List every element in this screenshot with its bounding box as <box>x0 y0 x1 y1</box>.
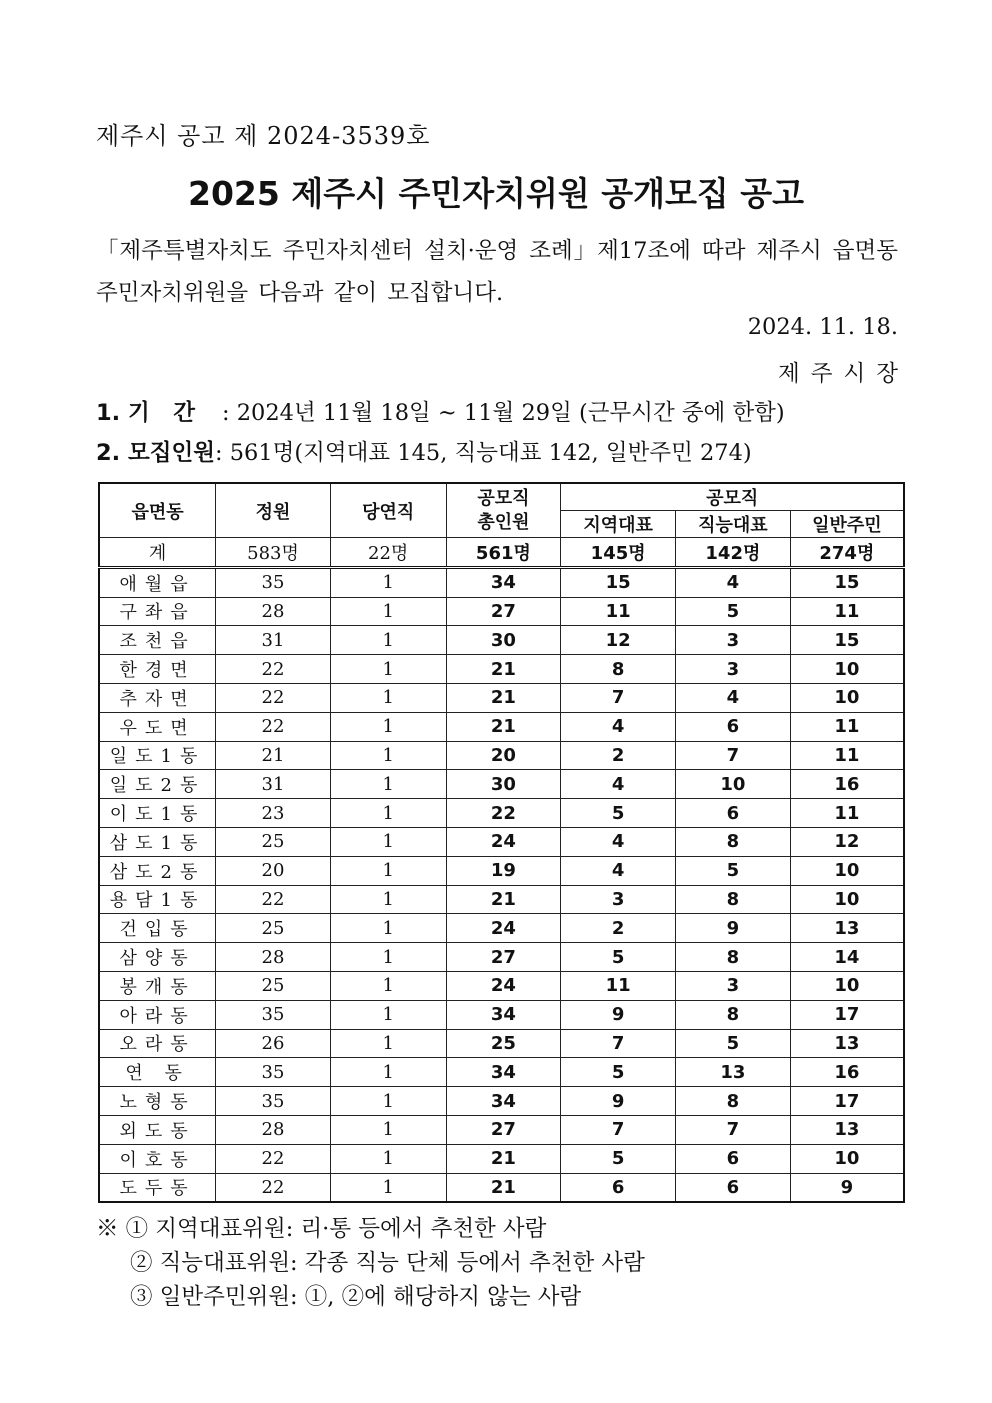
district-cell: 일도1동 <box>99 741 216 770</box>
period-item <box>96 395 785 427</box>
table-row <box>99 856 904 885</box>
district-cell: 봉개동 <box>99 971 216 1000</box>
value-cell: 10 <box>790 971 904 1000</box>
value-cell: 25 <box>446 1029 561 1058</box>
table-row <box>99 799 904 828</box>
district-cell: 아라동 <box>99 1000 216 1029</box>
value-cell: 16 <box>790 770 904 799</box>
note-regional: ※ ① 지역대표위원: 리·통 등에서 추천한 사람 <box>96 1216 547 1242</box>
value-cell: 35 <box>216 567 331 597</box>
value-cell: 35 <box>216 1087 331 1116</box>
value-cell: 24 <box>446 971 561 1000</box>
value-cell: 21 <box>446 712 561 741</box>
table-row <box>99 1058 904 1087</box>
value-cell: 1 <box>330 1087 446 1116</box>
header-public-total: 공모직 총인원 <box>446 483 561 538</box>
value-cell: 19 <box>446 856 561 885</box>
value-cell: 5 <box>561 799 676 828</box>
recruitment-table <box>98 482 905 1203</box>
value-cell: 6 <box>676 1144 791 1173</box>
value-cell: 10 <box>790 885 904 914</box>
value-cell: 6 <box>676 1173 791 1202</box>
total-cell: 561명 <box>446 538 561 568</box>
value-cell: 10 <box>790 683 904 712</box>
total-cell: 274명 <box>790 538 904 568</box>
intro-paragraph: 「제주특별자치도 주민자치센터 설치·운영 조례」제17조에 따라 제주시 읍면동 주민자치위원을 다음과 같이 모집합니다. <box>96 238 898 306</box>
value-cell: 1 <box>330 741 446 770</box>
value-cell: 5 <box>676 856 791 885</box>
value-cell: 28 <box>216 597 331 626</box>
value-cell: 28 <box>216 943 331 972</box>
table-row <box>99 683 904 712</box>
value-cell: 34 <box>446 1058 561 1087</box>
header-general: 일반주민 <box>790 511 904 538</box>
value-cell: 1 <box>330 567 446 597</box>
value-cell: 21 <box>446 1173 561 1202</box>
note-general: ③ 일반주민위원: ①, ②에 해당하지 않는 사람 <box>130 1284 582 1310</box>
recruit-count-item <box>96 435 752 467</box>
value-cell: 13 <box>790 1115 904 1144</box>
value-cell: 6 <box>561 1173 676 1202</box>
value-cell: 3 <box>676 655 791 684</box>
value-cell: 1 <box>330 1000 446 1029</box>
value-cell: 7 <box>561 683 676 712</box>
value-cell: 1 <box>330 943 446 972</box>
district-cell: 노형동 <box>99 1087 216 1116</box>
district-cell: 구좌읍 <box>99 597 216 626</box>
value-cell: 24 <box>446 914 561 943</box>
header-professional: 직능대표 <box>676 511 791 538</box>
value-cell: 34 <box>446 1087 561 1116</box>
value-cell: 27 <box>446 597 561 626</box>
value-cell: 9 <box>561 1087 676 1116</box>
table-row <box>99 885 904 914</box>
table-row <box>99 741 904 770</box>
issuer: 제주시장 <box>778 361 909 387</box>
value-cell: 22 <box>216 885 331 914</box>
value-cell: 9 <box>790 1173 904 1202</box>
district-cell: 추자면 <box>99 683 216 712</box>
table-row <box>99 1144 904 1173</box>
total-cell: 142명 <box>676 538 791 568</box>
value-cell: 15 <box>561 567 676 597</box>
total-cell: 22명 <box>330 538 446 568</box>
value-cell: 22 <box>446 799 561 828</box>
total-row <box>99 538 904 568</box>
district-cell: 애월읍 <box>99 567 216 597</box>
value-cell: 1 <box>330 1144 446 1173</box>
district-cell: 도두동 <box>99 1173 216 1202</box>
value-cell: 1 <box>330 683 446 712</box>
value-cell: 11 <box>790 712 904 741</box>
value-cell: 7 <box>561 1029 676 1058</box>
value-cell: 21 <box>446 885 561 914</box>
header-regional: 지역대표 <box>561 511 676 538</box>
value-cell: 1 <box>330 971 446 1000</box>
value-cell: 9 <box>561 1000 676 1029</box>
value-cell: 1 <box>330 1115 446 1144</box>
value-cell: 11 <box>790 741 904 770</box>
value-cell: 10 <box>790 1144 904 1173</box>
value-cell: 17 <box>790 1000 904 1029</box>
district-cell: 이도1동 <box>99 799 216 828</box>
value-cell: 25 <box>216 914 331 943</box>
notice-date: 2024. 11. 18. <box>747 314 898 340</box>
district-cell: 우도면 <box>99 712 216 741</box>
value-cell: 8 <box>676 1000 791 1029</box>
notice-number: 제주시 공고 제 2024-3539호 <box>96 122 431 150</box>
value-cell: 4 <box>561 770 676 799</box>
table-row <box>99 1000 904 1029</box>
value-cell: 4 <box>561 856 676 885</box>
value-cell: 3 <box>676 971 791 1000</box>
value-cell: 11 <box>561 597 676 626</box>
value-cell: 20 <box>216 856 331 885</box>
value-cell: 31 <box>216 770 331 799</box>
value-cell: 12 <box>790 827 904 856</box>
value-cell: 34 <box>446 567 561 597</box>
value-cell: 12 <box>561 626 676 655</box>
value-cell: 5 <box>676 597 791 626</box>
value-cell: 6 <box>676 799 791 828</box>
value-cell: 25 <box>216 971 331 1000</box>
table-row <box>99 655 904 684</box>
value-cell: 10 <box>676 770 791 799</box>
district-cell: 조천읍 <box>99 626 216 655</box>
value-cell: 13 <box>676 1058 791 1087</box>
total-cell: 583명 <box>216 538 331 568</box>
value-cell: 1 <box>330 856 446 885</box>
district-cell: 오라동 <box>99 1029 216 1058</box>
value-cell: 8 <box>561 655 676 684</box>
value-cell: 10 <box>790 856 904 885</box>
value-cell: 31 <box>216 626 331 655</box>
table-row <box>99 770 904 799</box>
value-cell: 5 <box>676 1029 791 1058</box>
period-value: : 2024년 11월 18일 ~ 11월 29일 (근무시간 중에 한함) <box>222 400 785 426</box>
recruit-count-value: : 561명(지역대표 145, 직능대표 142, 일반주민 274) <box>214 440 752 466</box>
district-cell: 삼양동 <box>99 943 216 972</box>
value-cell: 3 <box>676 626 791 655</box>
value-cell: 4 <box>676 683 791 712</box>
table-row <box>99 1087 904 1116</box>
table-row <box>99 943 904 972</box>
value-cell: 5 <box>561 1058 676 1087</box>
value-cell: 26 <box>216 1029 331 1058</box>
value-cell: 3 <box>561 885 676 914</box>
value-cell: 16 <box>790 1058 904 1087</box>
value-cell: 22 <box>216 655 331 684</box>
value-cell: 25 <box>216 827 331 856</box>
value-cell: 35 <box>216 1000 331 1029</box>
value-cell: 30 <box>446 770 561 799</box>
value-cell: 8 <box>676 885 791 914</box>
value-cell: 15 <box>790 626 904 655</box>
value-cell: 11 <box>561 971 676 1000</box>
value-cell: 8 <box>676 1087 791 1116</box>
value-cell: 8 <box>676 827 791 856</box>
header-public-group: 공모직 <box>561 483 904 511</box>
value-cell: 7 <box>676 1115 791 1144</box>
value-cell: 1 <box>330 712 446 741</box>
notes <box>96 1212 645 1314</box>
value-cell: 23 <box>216 799 331 828</box>
table-row <box>99 597 904 626</box>
value-cell: 1 <box>330 655 446 684</box>
value-cell: 8 <box>676 943 791 972</box>
header-district: 읍면동 <box>99 483 216 538</box>
value-cell: 11 <box>790 799 904 828</box>
table-body <box>99 538 904 1203</box>
value-cell: 1 <box>330 770 446 799</box>
value-cell: 13 <box>790 914 904 943</box>
value-cell: 1 <box>330 1173 446 1202</box>
value-cell: 17 <box>790 1087 904 1116</box>
note-professional: ② 직능대표위원: 각종 직능 단체 등에서 추천한 사람 <box>130 1250 645 1276</box>
value-cell: 10 <box>790 655 904 684</box>
value-cell: 21 <box>446 683 561 712</box>
table-row <box>99 971 904 1000</box>
value-cell: 21 <box>446 1144 561 1173</box>
value-cell: 27 <box>446 1115 561 1144</box>
table-row <box>99 827 904 856</box>
table-row <box>99 1029 904 1058</box>
value-cell: 1 <box>330 827 446 856</box>
period-label: 1. 기 간 <box>96 400 196 426</box>
header-ex-officio: 당연직 <box>330 483 446 538</box>
value-cell: 21 <box>446 655 561 684</box>
value-cell: 5 <box>561 1144 676 1173</box>
value-cell: 5 <box>561 943 676 972</box>
header-quota: 정원 <box>216 483 331 538</box>
district-cell: 일도2동 <box>99 770 216 799</box>
value-cell: 4 <box>561 827 676 856</box>
table-row <box>99 712 904 741</box>
value-cell: 21 <box>216 741 331 770</box>
value-cell: 24 <box>446 827 561 856</box>
district-cell: 연 동 <box>99 1058 216 1087</box>
value-cell: 30 <box>446 626 561 655</box>
value-cell: 22 <box>216 683 331 712</box>
value-cell: 20 <box>446 741 561 770</box>
district-cell: 삼도2동 <box>99 856 216 885</box>
district-cell: 삼도1동 <box>99 827 216 856</box>
value-cell: 9 <box>676 914 791 943</box>
value-cell: 1 <box>330 1029 446 1058</box>
district-cell: 외도동 <box>99 1115 216 1144</box>
value-cell: 22 <box>216 1144 331 1173</box>
value-cell: 2 <box>561 914 676 943</box>
district-cell: 한경면 <box>99 655 216 684</box>
value-cell: 4 <box>561 712 676 741</box>
table-row <box>99 626 904 655</box>
total-cell: 145명 <box>561 538 676 568</box>
table-row <box>99 1173 904 1202</box>
value-cell: 22 <box>216 712 331 741</box>
table-row <box>99 914 904 943</box>
value-cell: 35 <box>216 1058 331 1087</box>
recruit-count-label: 2. 모집인원 <box>96 440 215 466</box>
table-row <box>99 567 904 597</box>
value-cell: 7 <box>561 1115 676 1144</box>
value-cell: 11 <box>790 597 904 626</box>
value-cell: 34 <box>446 1000 561 1029</box>
value-cell: 15 <box>790 567 904 597</box>
table-row <box>99 1115 904 1144</box>
value-cell: 1 <box>330 597 446 626</box>
value-cell: 4 <box>676 567 791 597</box>
district-cell: 건입동 <box>99 914 216 943</box>
value-cell: 1 <box>330 626 446 655</box>
value-cell: 1 <box>330 799 446 828</box>
value-cell: 22 <box>216 1173 331 1202</box>
value-cell: 2 <box>561 741 676 770</box>
district-cell: 용담1동 <box>99 885 216 914</box>
value-cell: 1 <box>330 914 446 943</box>
value-cell: 6 <box>676 712 791 741</box>
value-cell: 1 <box>330 1058 446 1087</box>
total-cell: 계 <box>99 538 216 568</box>
district-cell: 이호동 <box>99 1144 216 1173</box>
value-cell: 1 <box>330 885 446 914</box>
page-title: 2025 제주시 주민자치위원 공개모집 공고 <box>188 174 804 213</box>
value-cell: 7 <box>676 741 791 770</box>
value-cell: 27 <box>446 943 561 972</box>
value-cell: 13 <box>790 1029 904 1058</box>
value-cell: 14 <box>790 943 904 972</box>
value-cell: 28 <box>216 1115 331 1144</box>
